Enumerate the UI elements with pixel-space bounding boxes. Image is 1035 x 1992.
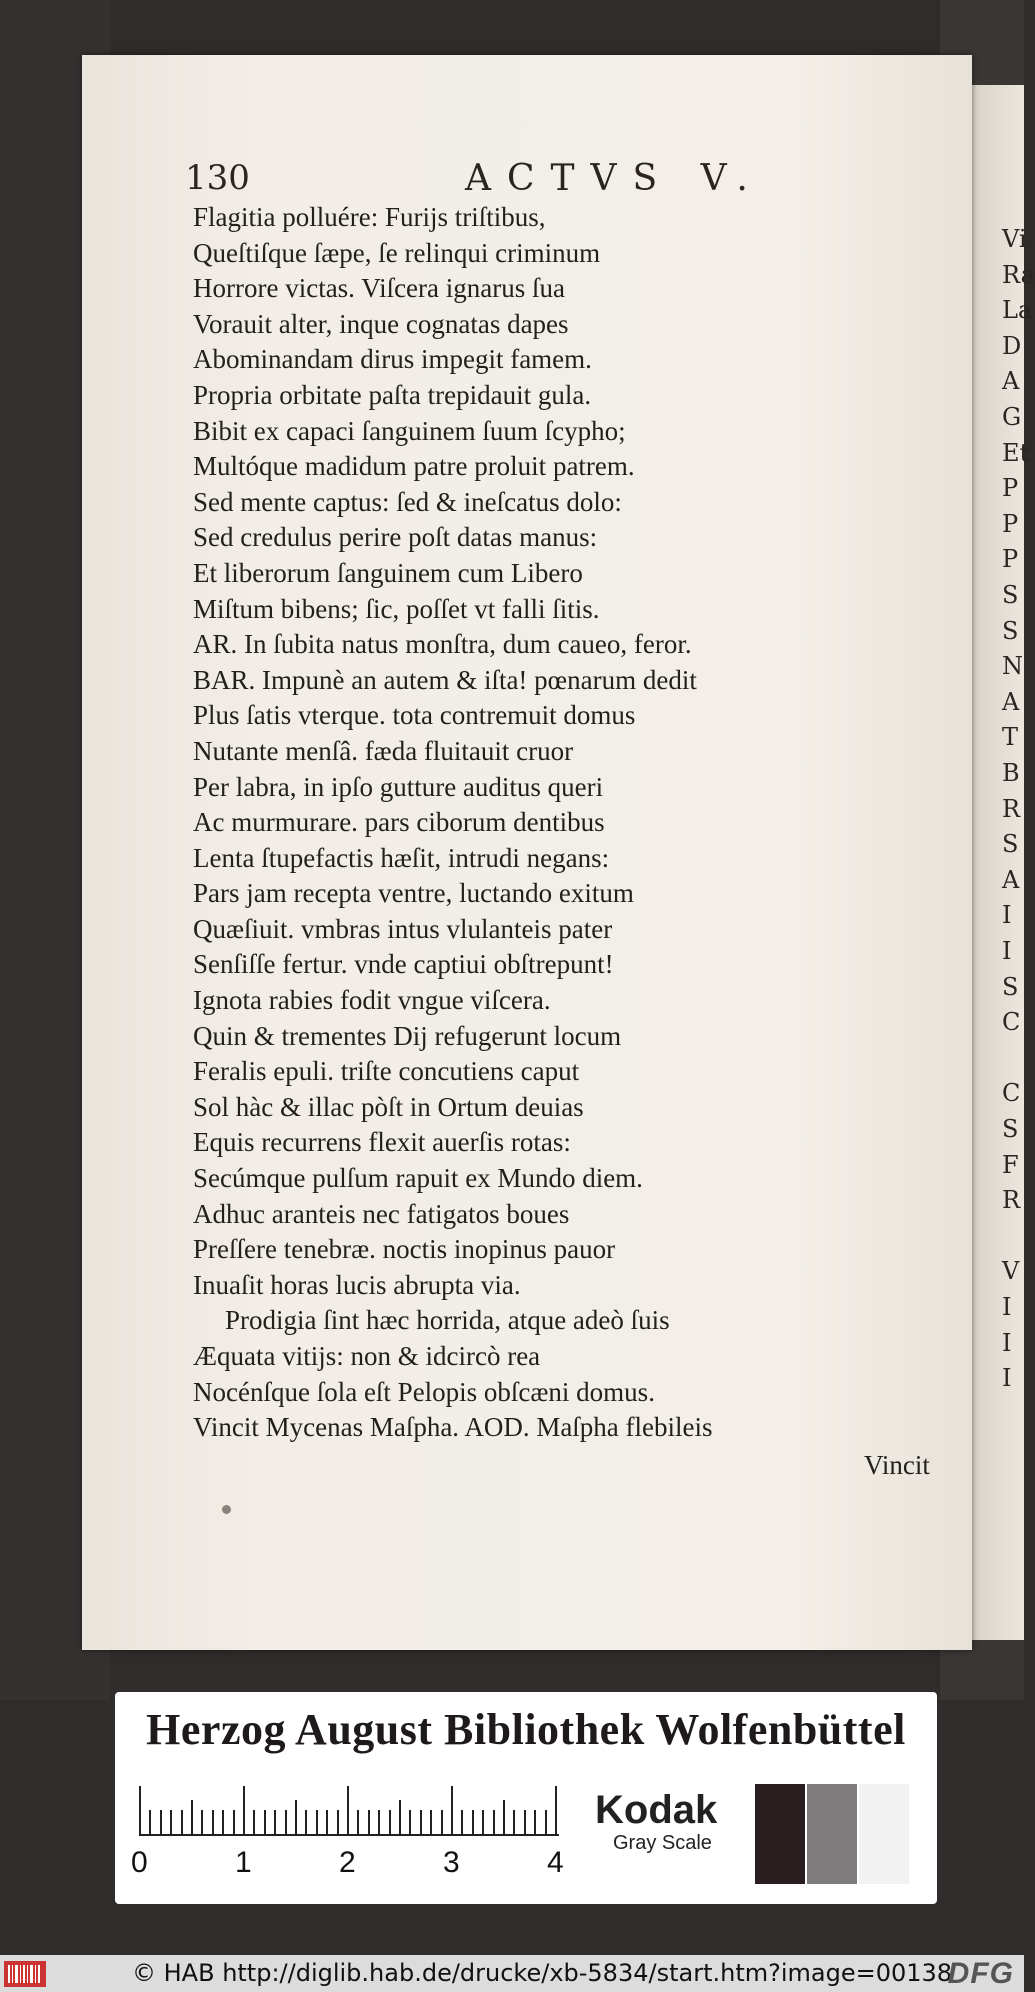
barcode-icon	[4, 1961, 46, 1987]
gray-scale-label: Gray Scale	[613, 1832, 712, 1854]
adjacent-page-letter: Ra	[1002, 260, 1035, 289]
text-line: BAR. Impunè an autem & iſta! pœnarum dedit	[193, 664, 697, 695]
text-line: Adhuc aranteis nec fatigatos boues	[193, 1198, 570, 1229]
ruler-tick	[170, 1810, 172, 1834]
ruler-tick	[503, 1800, 505, 1834]
adjacent-page-letter: G	[1002, 403, 1022, 431]
text-line: Nocénſque ſola eſt Pelopis obſcæni domus.	[193, 1376, 655, 1407]
page-number: 130	[185, 158, 250, 198]
text-line: Nutante menſâ. fæda fluitauit cruor	[193, 735, 574, 766]
adjacent-page-letter: R	[1002, 1186, 1021, 1215]
adjacent-page-letter: N	[1002, 652, 1023, 681]
text-line: Secúmque pulſum rapuit ex Mundo diem.	[193, 1163, 643, 1194]
adjacent-page-letter: C	[1002, 1079, 1021, 1108]
adjacent-page-letter: Vi	[1002, 225, 1027, 253]
ruler-tick	[513, 1810, 515, 1834]
ruler-tick	[337, 1810, 339, 1834]
ruler-tick	[326, 1810, 328, 1834]
ruler-tick	[451, 1786, 453, 1834]
adjacent-page-letter: P	[1002, 545, 1019, 574]
ruler-tick	[264, 1810, 266, 1834]
ruler-tick	[461, 1810, 463, 1834]
ruler-tick	[399, 1800, 401, 1834]
text-line: Lenta ſtupefactis hæſit, intrudi negans:	[193, 842, 610, 873]
adjacent-page-letter: S	[1002, 581, 1019, 609]
ruler-tick	[482, 1810, 484, 1834]
text-line: Queſtiſque ſæpe, ſe relinqui criminum	[193, 237, 601, 268]
adjacent-page-letter: I	[1002, 1328, 1012, 1357]
ruler-number: 3	[443, 1846, 460, 1879]
text-line: Plus ſatis vterque. tota contremuit domus	[193, 700, 636, 731]
ruler-tick	[212, 1810, 214, 1834]
adjacent-page-letter: A	[1002, 865, 1020, 894]
adjacent-page-letter: A	[1002, 687, 1020, 716]
ruler-tick	[441, 1810, 443, 1834]
verse-text	[193, 200, 893, 1446]
adjacent-page-letter: A	[1002, 367, 1020, 396]
adjacent-page-letter: I	[1002, 1364, 1012, 1393]
text-line: Feralis epuli. triſte concutiens caput	[193, 1056, 580, 1087]
ruler-tick	[389, 1810, 391, 1834]
adjacent-page-letter: S	[1002, 830, 1019, 859]
ruler-tick	[368, 1810, 370, 1834]
adjacent-page-letter: I	[1002, 1293, 1012, 1321]
text-line: Quin & trementes Dij refugerunt locum	[193, 1020, 622, 1051]
adjacent-page-letter: T	[1002, 723, 1019, 752]
adjacent-page-letter: Et	[1002, 438, 1030, 467]
text-line: Abominandam dirus impegit famem.	[193, 344, 592, 375]
text-line: Vincit Mycenas Maſpha. AOD. Maſpha flebileis	[193, 1412, 713, 1443]
ruler-tick	[305, 1810, 307, 1834]
text-line: AR. In ſubita natus monſtra, dum caueo, feror.	[193, 629, 692, 660]
ruler-tick	[347, 1786, 349, 1834]
adjacent-page-letter: P	[1002, 474, 1019, 503]
color-target-card	[115, 1692, 937, 1904]
kodak-logo: Kodak	[595, 1788, 718, 1832]
ruler-tick	[233, 1810, 235, 1834]
text-line: Per labra, in ipſo gutture auditus queri	[193, 771, 604, 802]
gray-patch	[807, 1784, 857, 1884]
ruler-tick	[430, 1810, 432, 1834]
ruler-number: 1	[235, 1846, 252, 1879]
adjacent-page-letter: F	[1002, 1150, 1019, 1179]
source-url[interactable]: © HAB http://diglib.hab.de/drucke/xb-5834/start.htm?image=00138	[132, 1959, 953, 1987]
library-name: Herzog August Bibliothek Wolfenbüttel	[146, 1705, 906, 1754]
text-line: Flagitia polluére: Furijs triſtibus,	[193, 202, 546, 232]
adjacent-page-letter: S	[1002, 616, 1019, 645]
adjacent-page-letter: B	[1002, 759, 1020, 787]
ruler-tick	[493, 1810, 495, 1834]
text-line: Sed mente captus: ſed & ineſcatus dolo:	[193, 486, 622, 517]
adjacent-page-letter: S	[1002, 972, 1019, 1001]
ruler-tick	[222, 1810, 224, 1834]
text-line: Quæſiuit. vmbras intus vlulanteis pater	[193, 913, 613, 944]
adjacent-page-letter: S	[1002, 1115, 1019, 1143]
measurement-ruler	[131, 1784, 579, 1894]
text-line: Sol hàc & illac pòſt in Ortum deuias	[193, 1091, 584, 1122]
text-line: Prodigia ſint hæc horrida, atque adeò ſuis	[225, 1305, 670, 1336]
ruler-tick	[160, 1810, 162, 1834]
ruler-tick	[409, 1810, 411, 1834]
adjacent-page-letter: I	[1002, 937, 1012, 965]
text-line: Inuaſit horas lucis abrupta via.	[193, 1269, 521, 1300]
ruler-tick	[555, 1786, 557, 1834]
ruler-tick	[139, 1786, 141, 1834]
kodak-label	[595, 1788, 735, 1855]
adjacent-page-letter: P	[1002, 509, 1019, 538]
text-line: Preſſere tenebræ. noctis inopinus pauor	[193, 1234, 616, 1265]
text-line: Ignota rabies fodit vngue viſcera.	[193, 985, 551, 1016]
ruler-tick	[545, 1810, 547, 1834]
adjacent-page-letter: R	[1002, 794, 1021, 823]
text-line: Et liberorum ſanguinem cum Libero	[193, 557, 583, 588]
ruler-tick	[243, 1786, 245, 1834]
ruler-tick	[420, 1810, 422, 1834]
gray-patch	[859, 1784, 909, 1884]
ruler-number: 4	[547, 1846, 564, 1879]
ruler-tick	[149, 1810, 151, 1834]
text-line: Pars jam recepta ventre, luctando exitum	[193, 878, 634, 909]
text-line: Propria orbitate paſta trepidauit gula.	[193, 379, 592, 410]
ruler-tick	[181, 1810, 183, 1834]
ruler-tick	[295, 1800, 297, 1834]
running-head: ACTVS V.	[465, 158, 764, 199]
ruler-tick	[285, 1810, 287, 1834]
text-line: Æquata vitijs: non & idcircò rea	[193, 1341, 541, 1371]
ruler-tick	[534, 1810, 536, 1834]
ruler-number: 0	[131, 1846, 148, 1879]
gray-patch	[755, 1784, 805, 1884]
text-line: Equis recurrens flexit auerſis rotas:	[193, 1127, 571, 1158]
ruler-tick	[191, 1800, 193, 1834]
text-line: Multóque madidum patre proluit patrem.	[193, 451, 635, 482]
ruler-tick	[472, 1810, 474, 1834]
catchword: Vincit	[864, 1450, 930, 1480]
adjacent-page-letter: V	[1002, 1257, 1020, 1286]
ruler-tick	[201, 1810, 203, 1834]
adjacent-page-edge	[972, 85, 1035, 1640]
ruler-tick	[316, 1810, 318, 1834]
text-line: Ac murmurare. pars ciborum dentibus	[193, 807, 605, 838]
text-line: Vorauit alter, inque cognatas dapes	[193, 308, 569, 339]
ruler-tick	[274, 1810, 276, 1834]
ruler-tick	[378, 1810, 380, 1834]
adjacent-page-letter: C	[1002, 1008, 1021, 1037]
paper-speck	[222, 1505, 231, 1514]
ruler-number: 2	[339, 1846, 356, 1879]
ruler-tick	[357, 1810, 359, 1834]
text-line: Senſiſſe fertur. vnde captiui obſtrepunt!	[193, 949, 614, 980]
ruler-tick	[524, 1810, 526, 1834]
ruler-baseline	[139, 1834, 559, 1836]
text-line: Bibit ex capaci ſanguinem ſuum ſcypho;	[193, 415, 626, 446]
dfg-logo: DFG	[947, 1957, 1014, 1990]
footer-bar	[0, 1955, 1024, 1992]
text-line: Miſtum bibens; ſic, poſſet vt falli ſitis.	[193, 593, 600, 624]
adjacent-page-letter: D	[1002, 331, 1022, 360]
adjacent-page-letter: La	[1002, 296, 1033, 325]
adjacent-page-letter: I	[1002, 901, 1012, 930]
text-line: Horrore victas. Viſcera ignarus ſua	[193, 273, 565, 304]
text-line: Sed credulus perire poſt datas manus:	[193, 522, 598, 553]
ruler-tick	[253, 1810, 255, 1834]
